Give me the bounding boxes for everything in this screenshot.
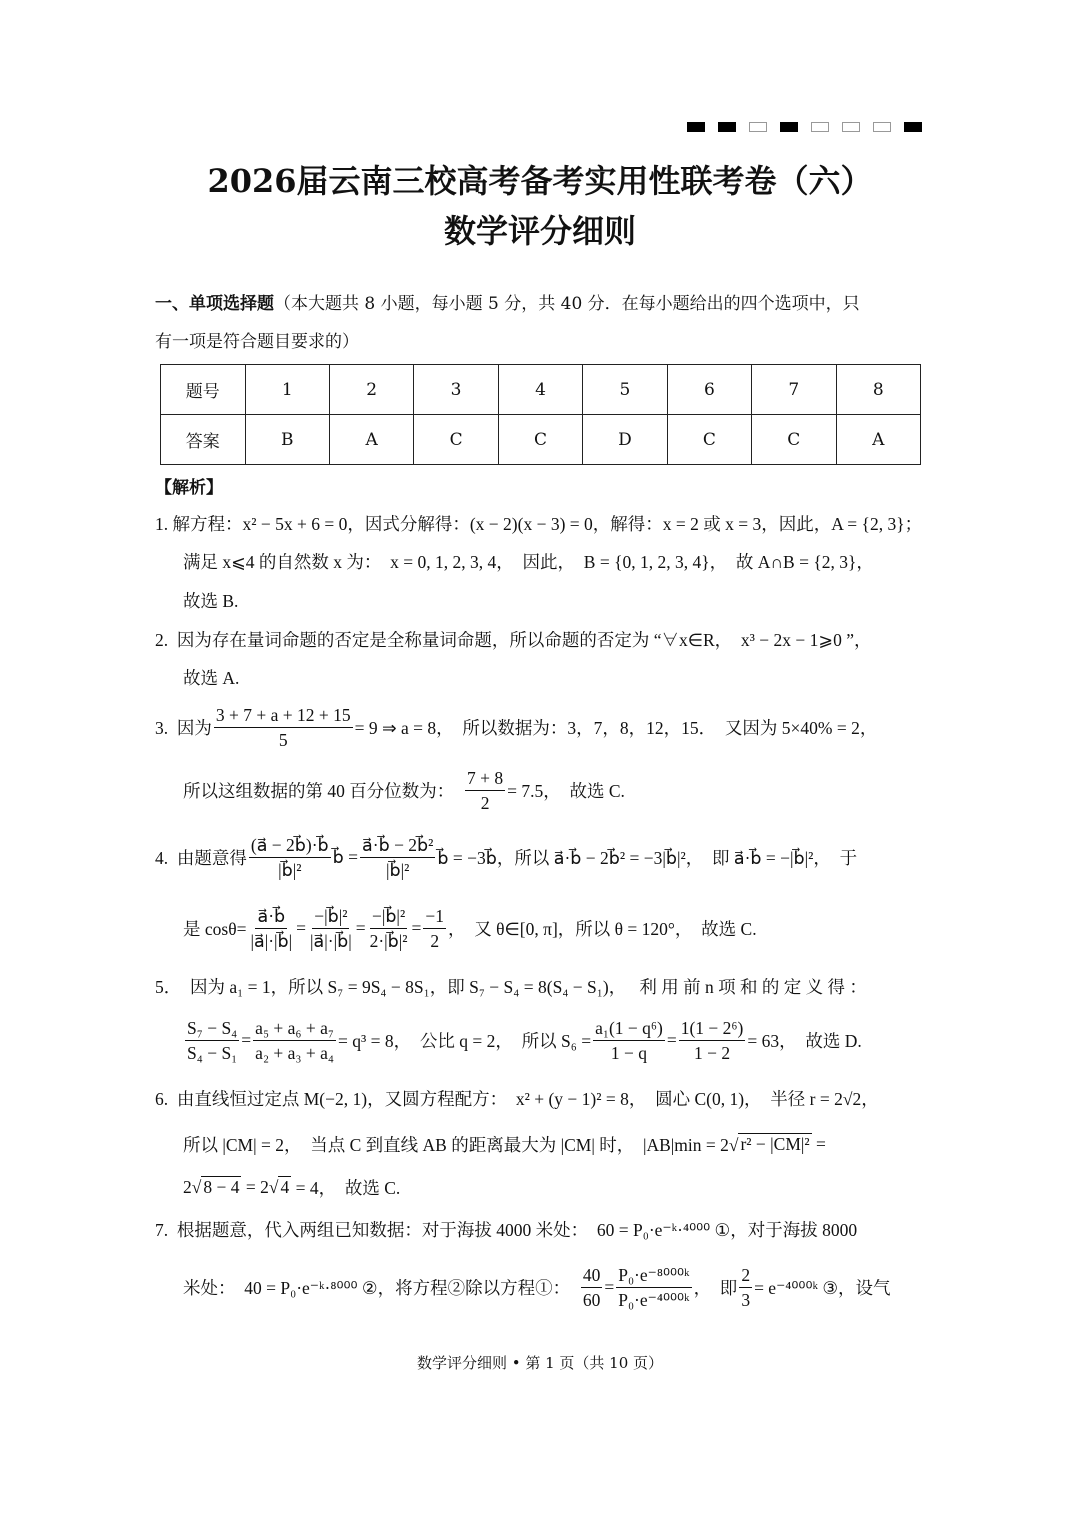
- table-cell: 7: [752, 365, 836, 415]
- text-segment: 5． 因为 a₁ = 1，所以 S₇ = 9S₄ − 8S₁，即 S₇ − S₄ = 8(S₄ − S₁)， 利 用 前 n 项 和 的 定 义 得 ：: [155, 976, 867, 997]
- text-segment: ， 即: [693, 1277, 738, 1298]
- denominator: S₄ − S₁: [187, 1042, 238, 1063]
- table-cell: A: [836, 415, 920, 465]
- table-cell: 6: [667, 365, 751, 415]
- radicand: 8 − 4: [203, 1177, 240, 1197]
- numerator: a⃗·b⃗ − 2b⃗²: [360, 833, 435, 858]
- denominator: 2: [480, 792, 490, 813]
- page-footer: 数学评分细则 • 第 1 页（共 10 页）: [416, 1354, 664, 1372]
- numerator: −|b⃗|²: [312, 904, 349, 929]
- empty-mark: [749, 122, 767, 132]
- text-segment: 1. 解方程：x² − 5x + 6 = 0，因式分解得：(x − 2)(x − 3) = 0，解得：x = 2 或 x = 3，因此，A = {2, 3}；: [155, 513, 923, 534]
- numerator: a⃗·b⃗: [255, 904, 287, 929]
- fraction: [308, 904, 354, 953]
- solution-line: [155, 1199, 857, 1259]
- table-cell: C: [752, 415, 836, 465]
- table-cell: 2: [329, 365, 413, 415]
- table-cell: 答案: [161, 415, 246, 465]
- table-header-row: [161, 365, 921, 415]
- table-cell: 5: [583, 365, 667, 415]
- numerator: (a⃗ − 2b⃗)·b⃗: [249, 833, 331, 858]
- text-segment: 故选 B.: [183, 590, 239, 611]
- filled-mark: [718, 122, 736, 132]
- text-segment: = 9 ⇒ a = 8， 所以数据为：3，7，8，12，15． 又因为 5×40% = 2，: [354, 717, 878, 738]
- denominator: P₀·e⁻⁴⁰⁰⁰ᵏ: [618, 1289, 690, 1310]
- text-segment: =: [355, 917, 366, 938]
- text-segment: 4. 由题意得: [155, 847, 247, 868]
- numerator: 2: [739, 1263, 752, 1288]
- empty-mark: [842, 122, 860, 132]
- table-answer-row: [161, 415, 921, 465]
- table-cell: 1: [245, 365, 329, 415]
- numerator: a₁(1 − q⁶): [593, 1016, 665, 1041]
- fraction: [679, 1016, 746, 1065]
- fraction: [465, 766, 505, 815]
- table-cell: C: [667, 415, 751, 465]
- numerator: −|b⃗|²: [370, 904, 407, 929]
- fraction: [368, 904, 410, 953]
- page-title: 2026届云南三校高考备考实用性联考卷（六）: [207, 162, 873, 200]
- denominator: 2: [430, 930, 440, 951]
- denominator: 60: [582, 1289, 601, 1310]
- text-segment: =: [666, 1029, 677, 1050]
- solution-line: [183, 760, 625, 820]
- text-segment: 2. 因为存在量词命题的否定是全称量词命题，所以命题的否定为 “∀x∈R， x³ − 2x − 1⩾0 ”，: [155, 629, 872, 650]
- fraction: [214, 703, 353, 752]
- solution-line: [155, 609, 871, 669]
- numerator: 3 + 7 + a + 12 + 15: [214, 703, 353, 728]
- numerator: a₅ + a₆ + a₇: [253, 1016, 336, 1041]
- solution-line: [155, 956, 867, 1016]
- empty-mark: [811, 122, 829, 132]
- fraction: [360, 833, 435, 882]
- fraction: [739, 1263, 752, 1312]
- solution-line: [183, 1257, 891, 1317]
- text-segment: 满足 x⩽4 的自然数 x 为： x = 0, 1, 2, 3, 4， 因此， B = {0, 1, 2, 3, 4}， 故 A∩B = {2, 3}，: [183, 551, 874, 572]
- section-header: [155, 289, 860, 314]
- table-cell: 4: [498, 365, 582, 415]
- numerator: 40: [581, 1263, 603, 1288]
- table-cell: 题号: [161, 365, 246, 415]
- section-desc: （本大题共 8 小题，每小题 5 分，共 40 分．在每小题给出的四个选项中，只: [274, 294, 860, 314]
- denominator: |b⃗|²: [386, 859, 410, 880]
- table-cell: C: [414, 415, 498, 465]
- solution-line: [183, 898, 757, 958]
- text-segment: 7. 根据题意，代入两组已知数据：对于海拔 4000 米处： 60 = P₀·e⁻ᵏ·⁴⁰⁰⁰ ①，对于海拔 8000: [155, 1219, 858, 1240]
- text-segment: =: [241, 1029, 252, 1050]
- fraction: [581, 1263, 603, 1312]
- denominator: |a⃗|·|b⃗|: [310, 930, 352, 951]
- text-segment: 所以这组数据的第 40 百分位数为：: [183, 780, 463, 801]
- solution-line: [155, 827, 857, 887]
- fraction: [249, 833, 331, 882]
- fraction: [253, 1016, 336, 1065]
- text-segment: 3. 因为: [155, 717, 212, 738]
- text-segment: 是 cosθ=: [183, 918, 247, 939]
- answer-table: [160, 364, 921, 465]
- denominator: |b⃗|²: [278, 859, 302, 880]
- numerator: 1(1 − 2⁶): [679, 1016, 746, 1041]
- text-segment: b⃗ = −3b⃗，所以 a⃗·b⃗ − 2b⃗² = −3|b⃗|²， 即 a⃗·b⃗ = −|b⃗|²， 于: [437, 847, 858, 868]
- text-segment: =: [604, 1276, 615, 1297]
- text-segment: 米处： 40 = P₀·e⁻ᵏ·⁸⁰⁰⁰ ②，将方程②除以方程①：: [183, 1277, 579, 1298]
- filled-mark: [780, 122, 798, 132]
- text-segment: = e⁻⁴⁰⁰⁰ᵏ ③，设气: [754, 1277, 891, 1298]
- text-segment: 2√: [183, 1176, 202, 1197]
- radicand: r² − |CM|²: [740, 1134, 810, 1154]
- page-subtitle: 数学评分细则: [443, 212, 636, 250]
- denominator: 1 − 2: [693, 1042, 731, 1063]
- filled-mark: [687, 122, 705, 132]
- numerator: P₀·e⁻⁸⁰⁰⁰ᵏ: [616, 1263, 691, 1288]
- table-cell: C: [498, 415, 582, 465]
- text-segment: =: [411, 917, 422, 938]
- radicand: 4: [280, 1177, 290, 1197]
- numerator: 7 + 8: [465, 766, 505, 791]
- section-desc-2: 有一项是符合题目要求的）: [155, 332, 359, 352]
- text-segment: b⃗ =: [332, 846, 359, 867]
- empty-mark: [873, 122, 891, 132]
- solution-line: [183, 1010, 862, 1070]
- text-segment: =: [296, 917, 307, 938]
- solution-line: [183, 531, 874, 591]
- table-cell: 8: [836, 365, 920, 415]
- denominator: a₂ + a₃ + a₄: [255, 1042, 335, 1063]
- table-cell: 3: [414, 365, 498, 415]
- text-segment: 6. 由直线恒过定点 M(−2, 1)，又圆方程配方： x² + (y − 1)² = 8， 圆心 C(0, 1)， 半径 r = 2√2，: [155, 1088, 879, 1109]
- text-segment: = 7.5， 故选 C.: [507, 780, 625, 801]
- fraction: [423, 904, 446, 953]
- table-cell: A: [329, 415, 413, 465]
- text-segment: =: [811, 1133, 826, 1154]
- text-segment: = 63， 故选 D.: [747, 1030, 862, 1051]
- numerator: −1: [423, 904, 446, 929]
- filled-mark: [904, 122, 922, 132]
- denominator: |a⃗|·|b⃗|: [250, 930, 293, 951]
- text-segment: ， 又 θ∈[0, π]，所以 θ = 120°， 故选 C.: [448, 918, 757, 939]
- page-marks: [687, 122, 922, 132]
- denominator: 3: [741, 1289, 751, 1310]
- text-segment: = 2√: [241, 1176, 279, 1197]
- text-segment: = 4， 故选 C.: [291, 1177, 401, 1198]
- denominator: 5: [278, 729, 288, 750]
- text-segment: = q³ = 8， 公比 q = 2， 所以 S₆ =: [338, 1030, 592, 1051]
- fraction: [616, 1263, 691, 1312]
- numerator: S₇ − S₄: [185, 1016, 239, 1041]
- analysis-label: 【解析】: [155, 478, 223, 498]
- solution-line: [155, 697, 877, 757]
- section-heading: 一、单项选择题: [155, 294, 274, 314]
- denominator: 2·|b⃗|²: [369, 930, 408, 951]
- denominator: 1 − q: [610, 1042, 648, 1063]
- text-segment: 故选 A.: [183, 667, 240, 688]
- fraction: [185, 1016, 239, 1065]
- table-cell: D: [583, 415, 667, 465]
- table-cell: B: [245, 415, 329, 465]
- fraction: [593, 1016, 665, 1065]
- text-segment: 所以 |CM| = 2， 当点 C 到直线 AB 的距离最大为 |CM| 时， |AB|min = 2√: [183, 1134, 739, 1155]
- fraction: [248, 904, 294, 953]
